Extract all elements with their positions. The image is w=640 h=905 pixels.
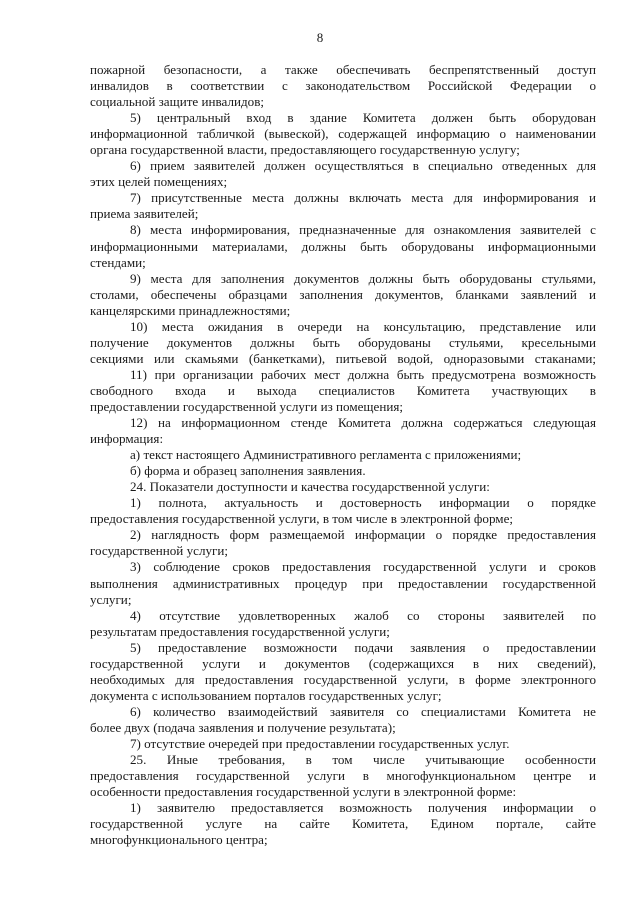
text-line: 3) соблюдение сроков предоставления государственной услуги и сроков — [130, 559, 596, 575]
text-line: результатам предоставления государственной услуги; — [90, 623, 390, 639]
text-line: 1) заявителю предоставляется возможность получения информации о — [130, 800, 596, 816]
text-line: информационными материалами, должны быть оборудованы информационными — [90, 238, 596, 254]
text-line: а) текст настоящего Административного регламента с приложениями; — [130, 447, 522, 463]
text-line: предоставления государственной услуги, в том числе в электронной форме; — [90, 511, 514, 527]
text-line: этих целей помещениях; — [90, 174, 228, 190]
text-line: 7) отсутствие очередей при предоставлении государственных услуг. — [130, 735, 510, 751]
text-line: 11) при организации рабочих мест должна быть предусмотрена возможность — [130, 366, 596, 382]
text-line: услуги; — [90, 591, 132, 607]
text-line: особенности предоставления государственной услуги в электронной форме: — [90, 784, 517, 800]
text-line: 1) полнота, актуальность и достоверность информации о порядке — [130, 495, 596, 511]
document-body — [90, 62, 596, 848]
text-line: столами, обеспечены образцами заполнения документов, бланками заявлений и — [90, 286, 596, 302]
text-line: 8) места информирования, предназначенные для ознакомления заявителей с — [130, 222, 596, 238]
text-line: 10) места ожидания в очереди на консультацию, представление или — [130, 318, 596, 334]
text-line: предоставления государственной услуги в многофункциональном центре и — [90, 768, 596, 784]
text-line: документа с использованием порталов государственных услуг; — [90, 687, 442, 703]
text-line: 6) прием заявителей должен осуществляться в специально отведенных для — [130, 158, 596, 174]
text-line: социальной защите инвалидов; — [90, 94, 265, 110]
text-line: многофункционального центра; — [90, 832, 268, 848]
text-line: 9) места для заполнения документов должны быть оборудованы стульями, — [130, 270, 596, 286]
text-line: 2) наглядность форм размещаемой информации о порядке предоставления — [130, 527, 596, 543]
text-line: пожарной безопасности, а также обеспечивать беспрепятственный доступ — [90, 62, 596, 77]
text-line: государственной услуге на сайте Комитета, Едином портале, сайте — [90, 816, 596, 832]
text-line: 7) присутственные места должны включать места для информирования и — [130, 190, 596, 206]
text-line: 6) количество взаимодействий заявителя со специалистами Комитета не — [130, 703, 596, 719]
text-line: органа государственной власти, предоставляющего государственную услугу; — [90, 142, 520, 158]
text-line: б) форма и образец заполнения заявления. — [130, 463, 366, 479]
text-line: канцелярскими принадлежностями; — [90, 302, 291, 318]
text-line: более двух (подача заявления и получение результата); — [90, 719, 396, 735]
text-line: инвалидов в соответствии с законодательством Российской Федерации о — [90, 78, 596, 94]
text-line: 5) предоставление возможности подачи заявления о предоставлении — [130, 639, 596, 655]
text-line: информация: — [90, 431, 164, 447]
text-line: приема заявителей; — [90, 206, 199, 222]
text-line: необходимых для предоставления государственной услуги, в форме электронного — [90, 671, 596, 687]
text-line: 4) отсутствие удовлетворенных жалоб со стороны заявителей по — [130, 607, 596, 623]
text-line: 12) на информационном стенде Комитета должна содержаться следующая — [130, 415, 596, 431]
text-line: получение документов должны быть оборудованы стульями, кресельными — [90, 334, 596, 350]
text-line: государственной услуги и документов (содержащихся в них сведений), — [90, 655, 596, 671]
text-line: свободного входа и выхода специалистов Комитета участвующих в — [90, 382, 596, 398]
text-line: информационной табличкой (вывеской), содержащей информацию о наименовании — [90, 126, 596, 142]
text-line: выполнения административных процедур при предоставлении государственной — [90, 575, 596, 591]
text-line: 5) центральный вход в здание Комитета должен быть оборудован — [130, 110, 596, 126]
text-line: 25. Иные требования, в том числе учитывающие особенности — [130, 752, 596, 768]
text-line: стендами; — [90, 254, 146, 270]
text-line: 24. Показатели доступности и качества государственной услуги: — [130, 479, 490, 495]
text-line: секциями или скамьями (банкетками), питьевой водой, одноразовыми стаканами; — [90, 350, 596, 366]
text-line: предоставлении государственной услуги из помещения; — [90, 398, 403, 414]
text-line: государственной услуги; — [90, 543, 229, 559]
page-number: 8 — [316, 30, 324, 45]
